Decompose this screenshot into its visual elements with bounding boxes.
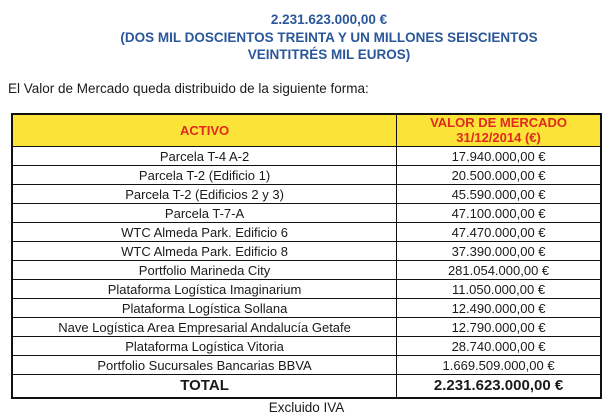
table-row [12,337,601,356]
valor-cell: 37.390.000,00 € [397,242,601,261]
activo-cell: WTC Almeda Park. Edificio 8 [12,242,397,261]
total-value: 2.231.623.000,00 € [397,375,601,398]
table-row [12,356,601,375]
valor-cell: 45.590.000,00 € [397,185,601,204]
table-row [12,185,601,204]
table-header-row [12,114,601,147]
activo-cell: Plataforma Logística Sollana [12,299,397,318]
total-amount-heading: 2.231.623.000,00 € [270,12,388,27]
column-header-valor-line2: 31/12/2014 (€) [456,130,541,146]
total-label: TOTAL [12,375,397,398]
valor-cell: 28.740.000,00 € [397,337,601,356]
valor-cell: 20.500.000,00 € [397,166,601,185]
market-value-table [11,113,602,399]
activo-cell: Plataforma Logística Imaginarium [12,280,397,299]
table-row [12,166,601,185]
table-total-row [12,375,601,398]
activo-cell: Parcela T-7-A [12,204,397,223]
table-row [12,261,601,280]
intro-text: El Valor de Mercado queda distribuido de la siguiente forma: [8,80,369,96]
table-row [12,223,601,242]
activo-cell: WTC Almeda Park. Edificio 6 [12,223,397,242]
table-row [12,299,601,318]
activo-cell: Portfolio Sucursales Bancarias BBVA [12,356,397,375]
table-row [12,280,601,299]
valor-cell: 47.470.000,00 € [397,223,601,242]
activo-cell: Plataforma Logística Vitoria [12,337,397,356]
activo-cell: Parcela T-4 A-2 [12,147,397,166]
column-header-activo: ACTIVO [12,114,397,147]
activo-cell: Portfolio Marineda City [12,261,397,280]
valor-cell: 17.940.000,00 € [397,147,601,166]
activo-cell: Nave Logística Area Empresarial Andalucía Getafe [12,318,397,337]
valor-cell: 11.050.000,00 € [397,280,601,299]
table-row [12,204,601,223]
valor-cell: 12.790.000,00 € [397,318,601,337]
amount-in-words-line1: (DOS MIL DOSCIENTOS TREINTA Y UN MILLONES SEISCIENTOS [120,29,538,45]
document-heading [0,11,616,64]
activo-cell: Parcela T-2 (Edificios 2 y 3) [12,185,397,204]
table-row [12,242,601,261]
valor-cell: 47.100.000,00 € [397,204,601,223]
column-header-valor [397,114,601,147]
valor-cell: 1.669.509.000,00 € [397,356,601,375]
column-header-valor-line1: VALOR DE MERCADO [430,115,568,131]
valor-cell: 281.054.000,00 € [397,261,601,280]
table-row [12,147,601,166]
valor-cell: 12.490.000,00 € [397,299,601,318]
activo-cell: Parcela T-2 (Edificio 1) [12,166,397,185]
footnote-excluido-iva: Excluido IVA [268,399,345,415]
amount-in-words-line2: VEINTITRÉS MIL EUROS) [247,47,411,62]
table-row [12,318,601,337]
